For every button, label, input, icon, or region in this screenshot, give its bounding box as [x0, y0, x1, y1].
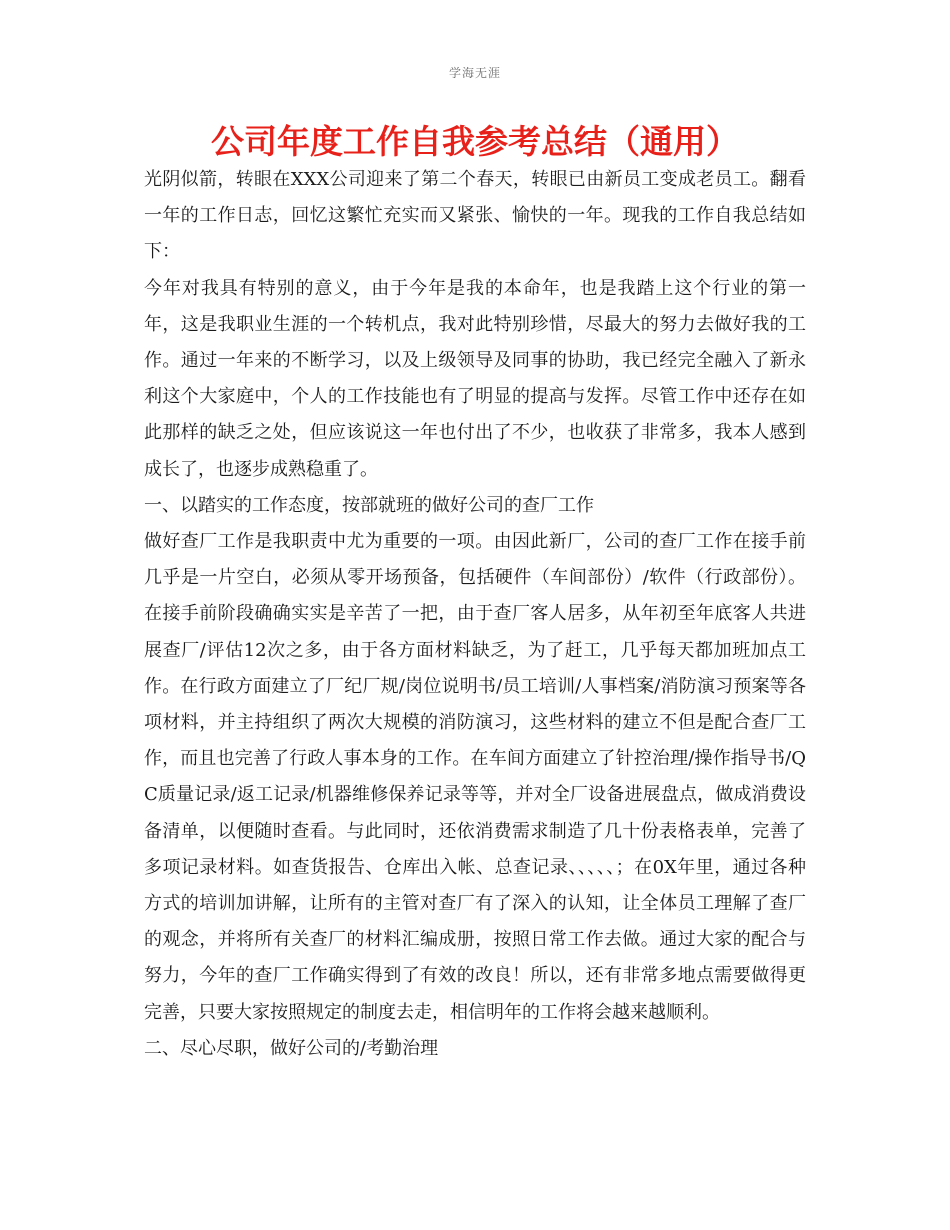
section-heading-1: 一、以踏实的工作态度，按部就班的做好公司的查厂工作: [144, 494, 594, 516]
paragraph-significance: 今年对我具有特别的意义，由于今年是我的本命年，也是我踏上这个行业的第一年，这是我职业生涯的一个转机点，我对此特别珍惜，尽最大的努力去做好我的工作。通过一年来的不断学习，以及上级领导及同事的协助，我已经完全融入了新永利这个大家庭中，个人的工作技能也有了明显的提高与发挥。尽管工作中还存在如此那样的缺乏之处，但应该说这一年也付出了不少，也收获了非常多，我本人感到成长了，也逐步成熟稳重了。: [144, 277, 806, 480]
document-title: 公司年度工作自我参考总结（通用）: [211, 122, 739, 161]
document-body: [144, 162, 806, 1067]
paragraph-intro: 光阴似箭，转眼在XXX公司迎来了第二个春天，转眼已由新员工变成老员工。翻看一年的工作日志，回忆这繁忙充实而又紧张、愉快的一年。现我的工作自我总结如下：: [144, 169, 806, 263]
page-header: 学海无涯: [448, 66, 501, 80]
paragraph-inspection-work: 做好查厂工作是我职责中尤为重要的一项。由因此新厂，公司的查厂工作在接手前几乎是一片空白，必须从零开场预备，包括硬件（车间部份）/软件（行政部份）。在接手前阶段确确实实是辛苦了一把，由于查厂客人居多，从年初至年底客人共进展查厂/评估12次之多，由于各方面材料缺乏，为了赶工，几乎每天都加班加点工作。在行政方面建立了厂纪厂规/岗位说明书/员工培训/人事档案/消防演习预案等各项材料，并主持组织了两次大规模的消防演习，这些材料的建立不但是配合查厂工作，而且也完善了行政人事本身的工作。在车间方面建立了针控治理/操作指导书/QC质量记录/返工记录/机器维修保养记录等等，并对全厂设备进展盘点，做成消费设备清单，以便随时查看。与此同时，还依消费需求制造了几十份表格表单，完善了多项记录材料。如查货报告、仓库出入帐、总查记录、、、、、；在0X年里，通过各种方式的培训加讲解，让所有的主管对查厂有了深入的认知，让全体员工理解了查厂的观念，并将所有关查厂的材料汇编成册，按照日常工作去做。通过大家的配合与努力，今年的查厂工作确实得到了有效的改良！所以，还有非常多地点需要做得更完善，只要大家按照规定的制度去走，相信明年的工作将会越来越顺利。: [144, 531, 806, 1023]
section-heading-2: 二、尽心尽职，做好公司的/考勤治理: [144, 1037, 439, 1059]
